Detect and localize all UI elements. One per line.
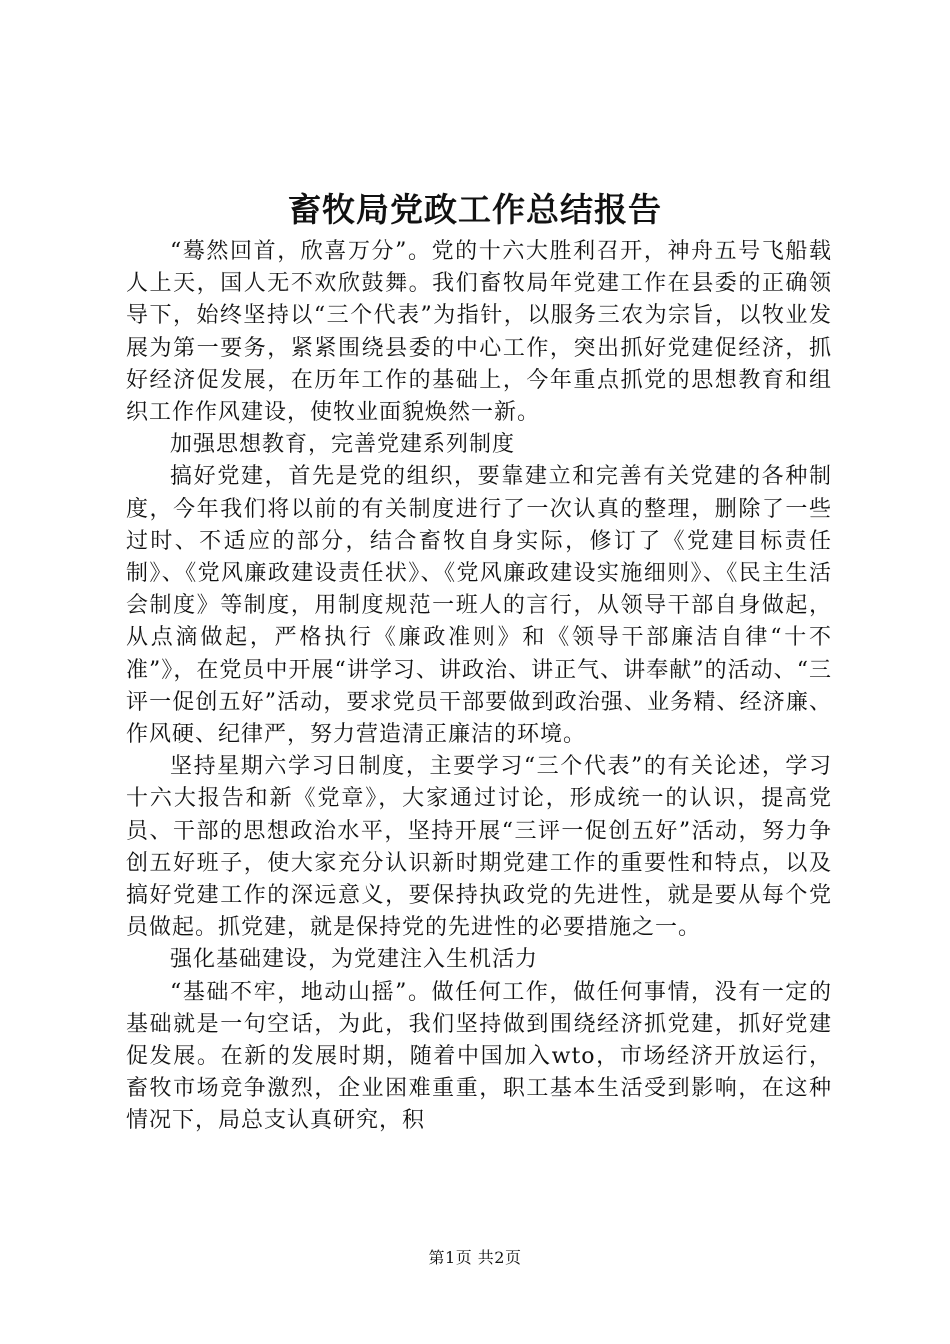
document-title: 畜牧局党政工作总结报告 [288, 190, 662, 229]
document-body [126, 236, 832, 1138]
section-heading-ideology: 加强思想教育，完善党建系列制度 [170, 432, 516, 458]
paragraph-systems: 搞好党建，首先是党的组织，要靠建立和完善有关党建的各种制度，今年我们将以前的有关制度进行了一次认真的整理，删除了一些过时、不适应的部分，结合畜牧自身实际，修订了《党建目标责任制》、《党风廉政建设责任状》、《党风廉政建设实施细则》、《民主生活会制度》等制度，用制度规范一班人的言行，从领导干部自身做起，从点滴做起，严格执行《廉政准则》和《领导干部廉洁自律“十不准”》，在党员中开展“讲学习、讲政治、讲正气、讲奉献”的活动、“三评一促创五好”活动，要求党员干部要做到政治强、业务精、经济廉、作风硬、纪律严，努力营造清正廉洁的环境。 [126, 464, 832, 748]
paragraph-study-day: 坚持星期六学习日制度，主要学习“三个代表”的有关论述，学习十六大报告和新《党章》，大家通过讨论，形成统一的认识，提高党员、干部的思想政治水平，坚持开展“三评一促创五好”活动，努力争创五好班子，使大家充分认识新时期党建工作的重要性和特点，以及搞好党建工作的深远意义，要保持执政党的先进性，就是要从每个党员做起。抓党建，就是保持党的先进性的必要措施之一。 [126, 754, 832, 941]
page-footer: 第1页 共2页 [428, 1248, 522, 1267]
paragraph-intro: “蓦然回首，欣喜万分”。党的十六大胜利召开，神舟五号飞船载人上天，国人无不欢欣鼓舞。我们畜牧局年党建工作在县委的正确领导下，始终坚持以“三个代表”为指针，以服务三农为宗旨，以牧业发展为第一要务，紧紧围绕县委的中心工作，突出抓好党建促经济，抓好经济促发展，在历年工作的基础上，今年重点抓党的思想教育和组织工作作风建设，使牧业面貌焕然一新。 [126, 239, 832, 426]
section-heading-foundation: 强化基础建设，为党建注入生机活力 [170, 947, 539, 973]
paragraph-foundation: “基础不牢，地动山摇”。做任何工作，做任何事情，没有一定的基础就是一句空话，为此，我们坚持做到围绕经济抓党建，抓好党建促发展。在新的发展时期，随着中国加入wto，市场经济开放运行，畜牧市场竞争激烈，企业困难重重，职工基本生活受到影响，在这种情况下，局总支认真研究，积 [126, 979, 832, 1134]
